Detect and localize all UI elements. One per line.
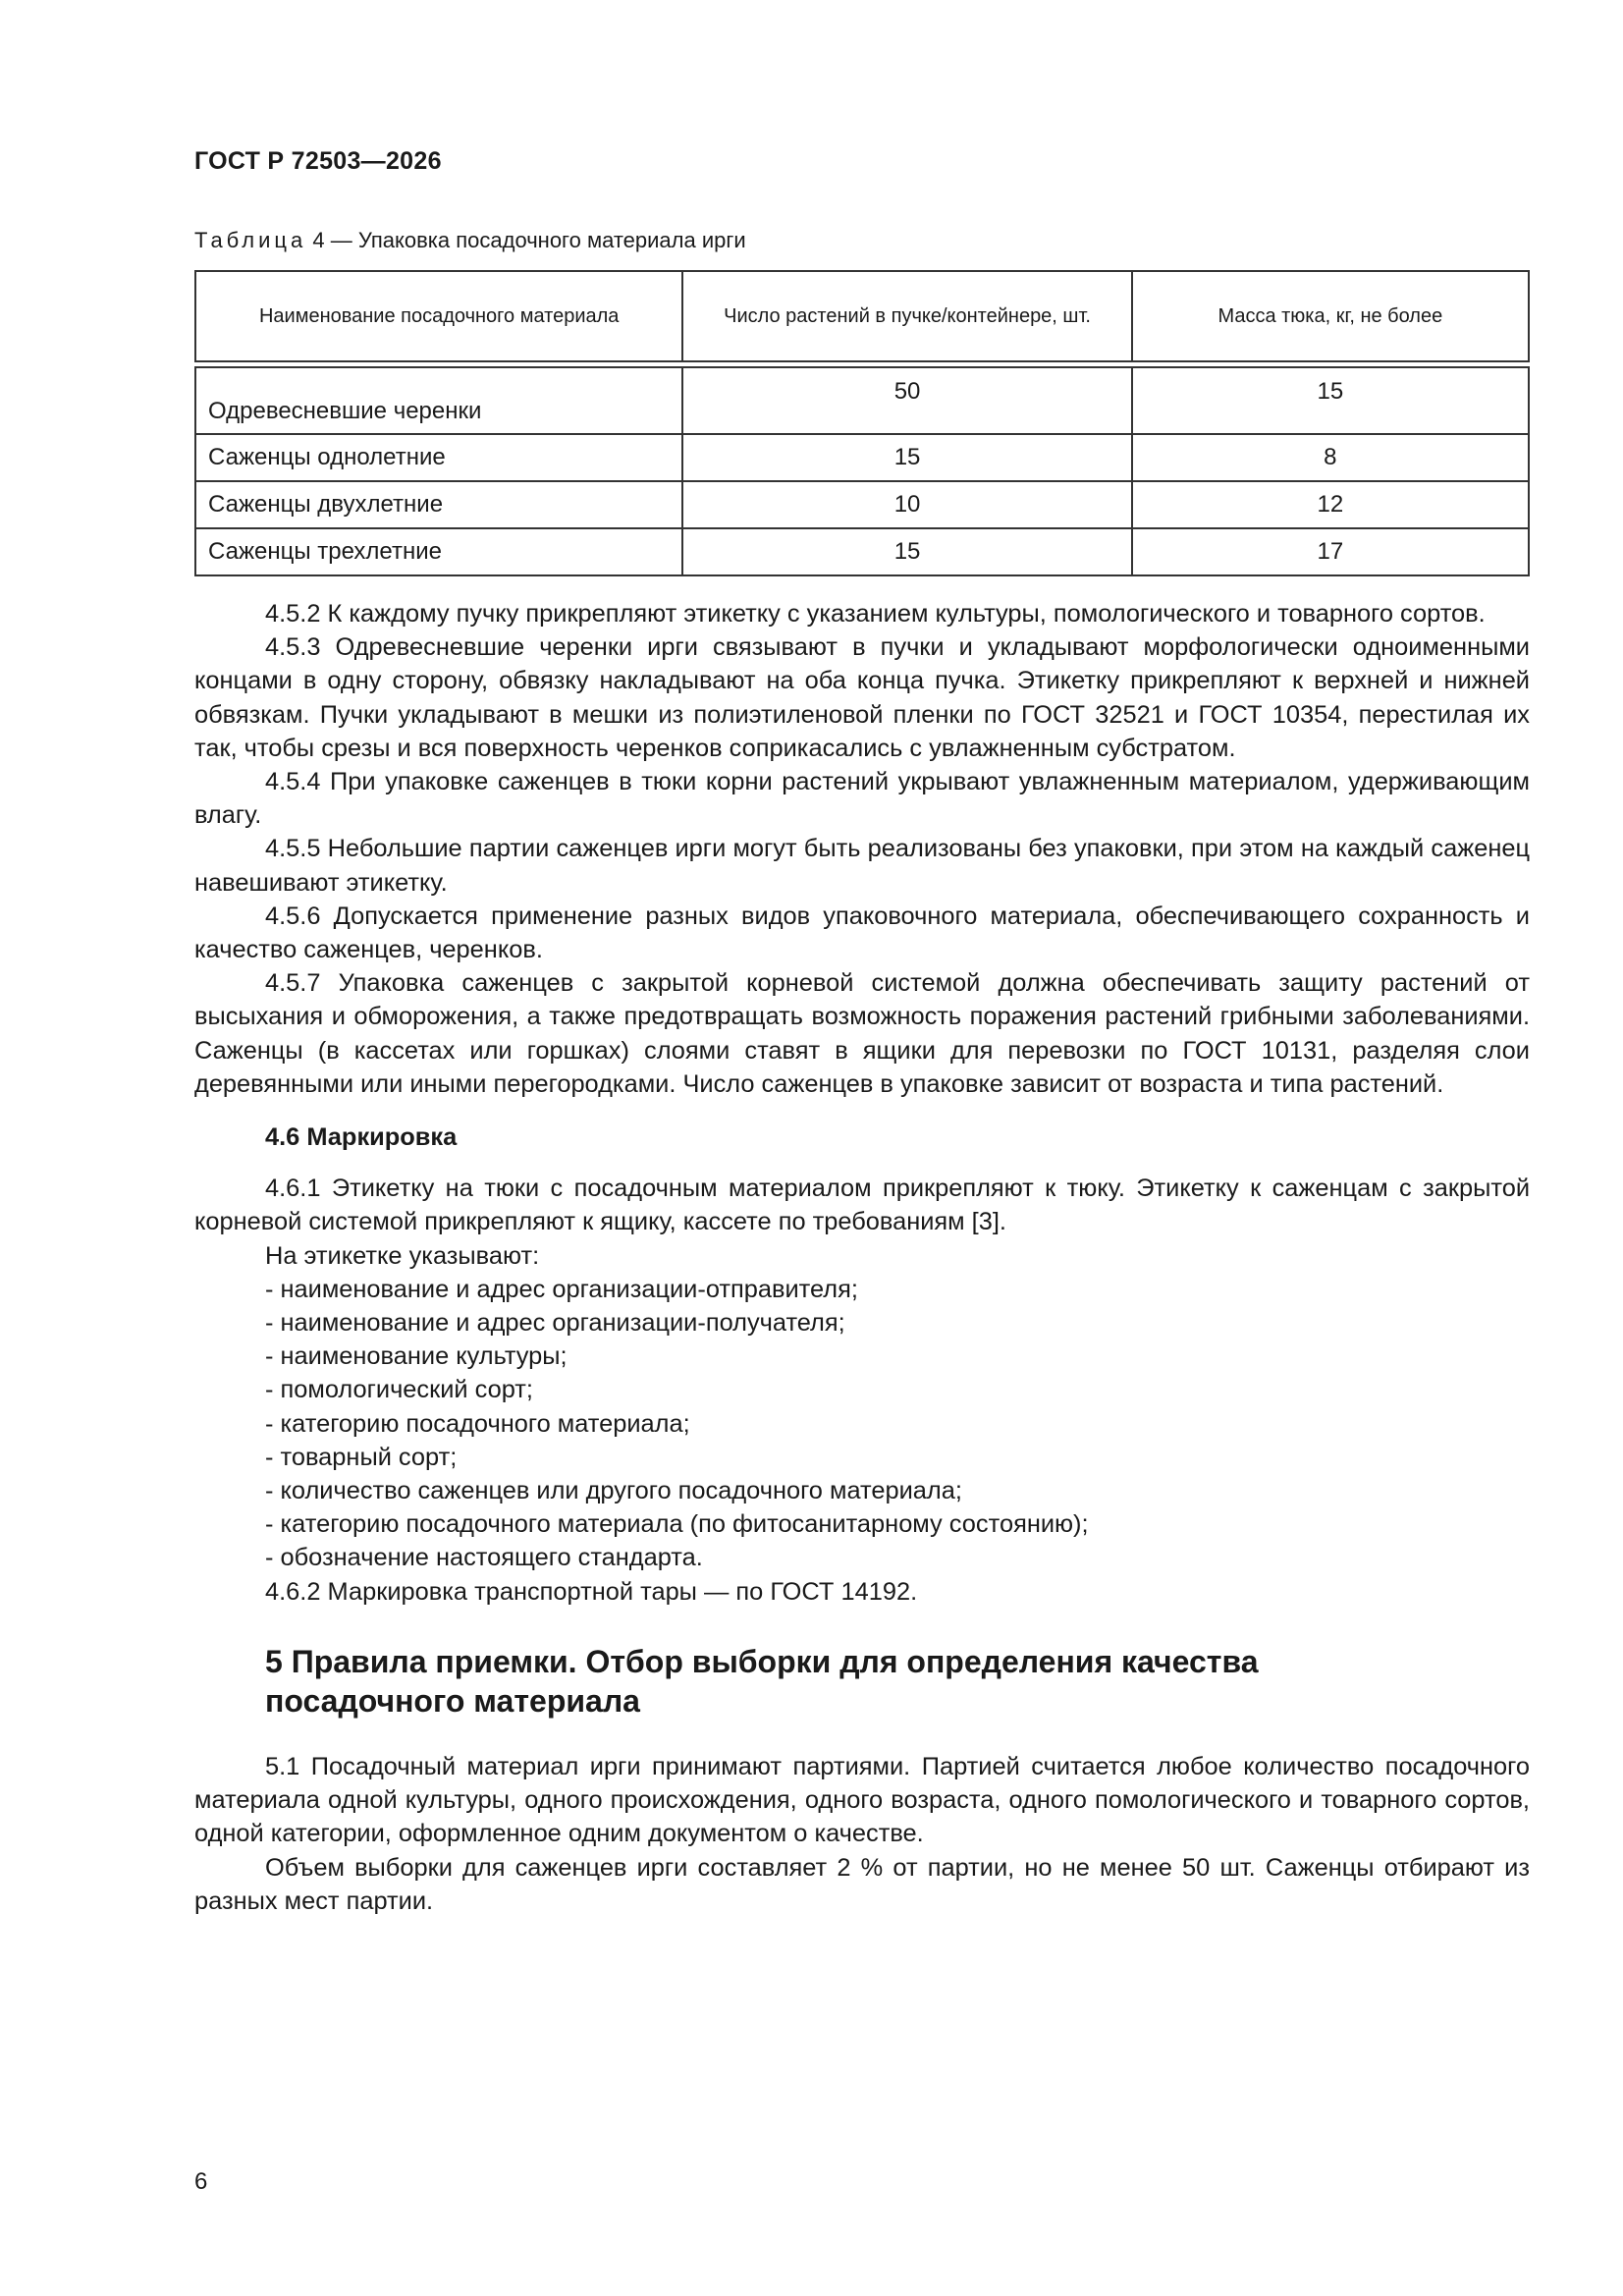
- label-list-item: - наименование и адрес организации-отправителя;: [265, 1275, 858, 1303]
- section-heading-5: [194, 1642, 1530, 1721]
- table-cell: Саженцы двухлетние: [195, 481, 682, 528]
- document-body: [194, 597, 1530, 1918]
- label-list-item: - наименование культуры;: [265, 1342, 568, 1371]
- section-heading-line: посадочного материала: [265, 1682, 640, 1719]
- paragraph-4-5-3: 4.5.3 Одревесневшие черенки ирги связывают в пучки и укладывают морфологически одноименными концами в одну сторону, обвязку накладывают на оба конца пучка. Этикетку прикрепляют к верхней и нижней обвязкам. Пучки укладывают в мешки из полиэтиленовой пленки по ГОСТ 32521 и ГОСТ 10354, перестилая их так, чтобы срезы и вся поверхность черенков соприкасались с увлажненным субстратом.: [194, 633, 1530, 762]
- paragraph-5-1-sample: Объем выборки для саженцев ирги составляет 2 % от партии, но не менее 50 шт. Саженцы отбирают из разных мест партии.: [194, 1853, 1530, 1915]
- label-list-item: - количество саженцев или другого посадочного материала;: [265, 1477, 962, 1505]
- paragraph-5-1: 5.1 Посадочный материал ирги принимают партиями. Партией считается любое количество посадочного материала одной культуры, одного происхождения, одного возраста, одного помологического и товарного сортов, одной категории, оформленное одним документом о качестве.: [194, 1752, 1530, 1848]
- packaging-table: [194, 270, 1530, 576]
- table-header-row: [195, 271, 1529, 361]
- table-cell: Саженцы трехлетние: [195, 528, 682, 575]
- paragraph-4-5-5: 4.5.5 Небольшие партии саженцев ирги могут быть реализованы без упаковки, при этом на каждый саженец навешивают этикетку.: [194, 835, 1530, 897]
- table-caption-prefix: Таблица: [194, 228, 307, 252]
- subsection-heading-4-6: 4.6 Маркировка: [265, 1123, 458, 1152]
- table-cell: 50: [682, 367, 1131, 434]
- table-caption-text: 4 — Упаковка посадочного материала ирги: [312, 228, 746, 252]
- table-cell: 10: [682, 481, 1131, 528]
- table-cell: 8: [1132, 434, 1529, 481]
- label-list-item: - наименование и адрес организации-получателя;: [265, 1309, 845, 1338]
- table-row: [195, 367, 1529, 434]
- table-cell: 17: [1132, 528, 1529, 575]
- table-cell: Одревесневшие черенки: [195, 367, 682, 434]
- paragraph-4-6-1: 4.6.1 Этикетку на тюки с посадочным материалом прикрепляют к тюку. Этикетку к саженцам с закрытой корневой системой прикрепляют к ящику, кассете по требованиям [3].: [194, 1175, 1530, 1236]
- label-list-item: - обозначение настоящего стандарта.: [265, 1544, 703, 1572]
- label-list-item: - помологический сорт;: [265, 1376, 533, 1404]
- label-list-item: - категорию посадочного материала (по фитосанитарному состоянию);: [265, 1510, 1089, 1539]
- paragraph-4-5-6: 4.5.6 Допускается применение разных видов упаковочного материала, обеспечивающего сохранность и качество саженцев, черенков.: [194, 902, 1530, 964]
- paragraph-4-5-4: 4.5.4 При упаковке саженцев в тюки корни растений укрывают увлажненным материалом, удерживающим влагу.: [194, 768, 1530, 830]
- table-cell: 12: [1132, 481, 1529, 528]
- table-cell: 15: [1132, 367, 1529, 434]
- table-header-cell: Наименование посадочного материала: [195, 271, 682, 361]
- document-header: ГОСТ Р 72503—2026: [194, 147, 442, 175]
- label-list-item: - товарный сорт;: [265, 1443, 458, 1471]
- label-list-intro: На этикетке указывают:: [265, 1241, 540, 1270]
- table-cell: 15: [682, 528, 1131, 575]
- table-row: [195, 481, 1529, 528]
- section-heading-line: 5 Правила приемки. Отбор выборки для определения качества: [265, 1643, 1259, 1679]
- label-list-item: - категорию посадочного материала;: [265, 1409, 690, 1438]
- table-cell: Саженцы однолетние: [195, 434, 682, 481]
- table-row: [195, 528, 1529, 575]
- paragraph-4-5-7: 4.5.7 Упаковка саженцев с закрытой корневой системой должна обеспечивать защиту растений от высыхания и обморожения, а также предотвращать возможность поражения растений грибными заболеваниями. Саженцы (в кассетах или горшках) слоями ставят в ящики для перевозки по ГОСТ 10131, разделяя слои деревянными или иными перегородками. Число саженцев в упаковке зависит от возраста и типа растений.: [194, 969, 1530, 1098]
- table-header-cell: Масса тюка, кг, не более: [1132, 271, 1529, 361]
- paragraph-4-6-2: 4.6.2 Маркировка транспортной тары — по ГОСТ 14192.: [265, 1577, 918, 1606]
- paragraph-4-5-2: 4.5.2 К каждому пучку прикрепляют этикетку с указанием культуры, помологического и товарного сортов.: [265, 600, 1486, 628]
- table-header-cell: Число растений в пучке/контейнере, шт.: [682, 271, 1131, 361]
- page-number: 6: [194, 2168, 208, 2195]
- table-caption: [194, 228, 746, 253]
- table-cell: 15: [682, 434, 1131, 481]
- table-row: [195, 434, 1529, 481]
